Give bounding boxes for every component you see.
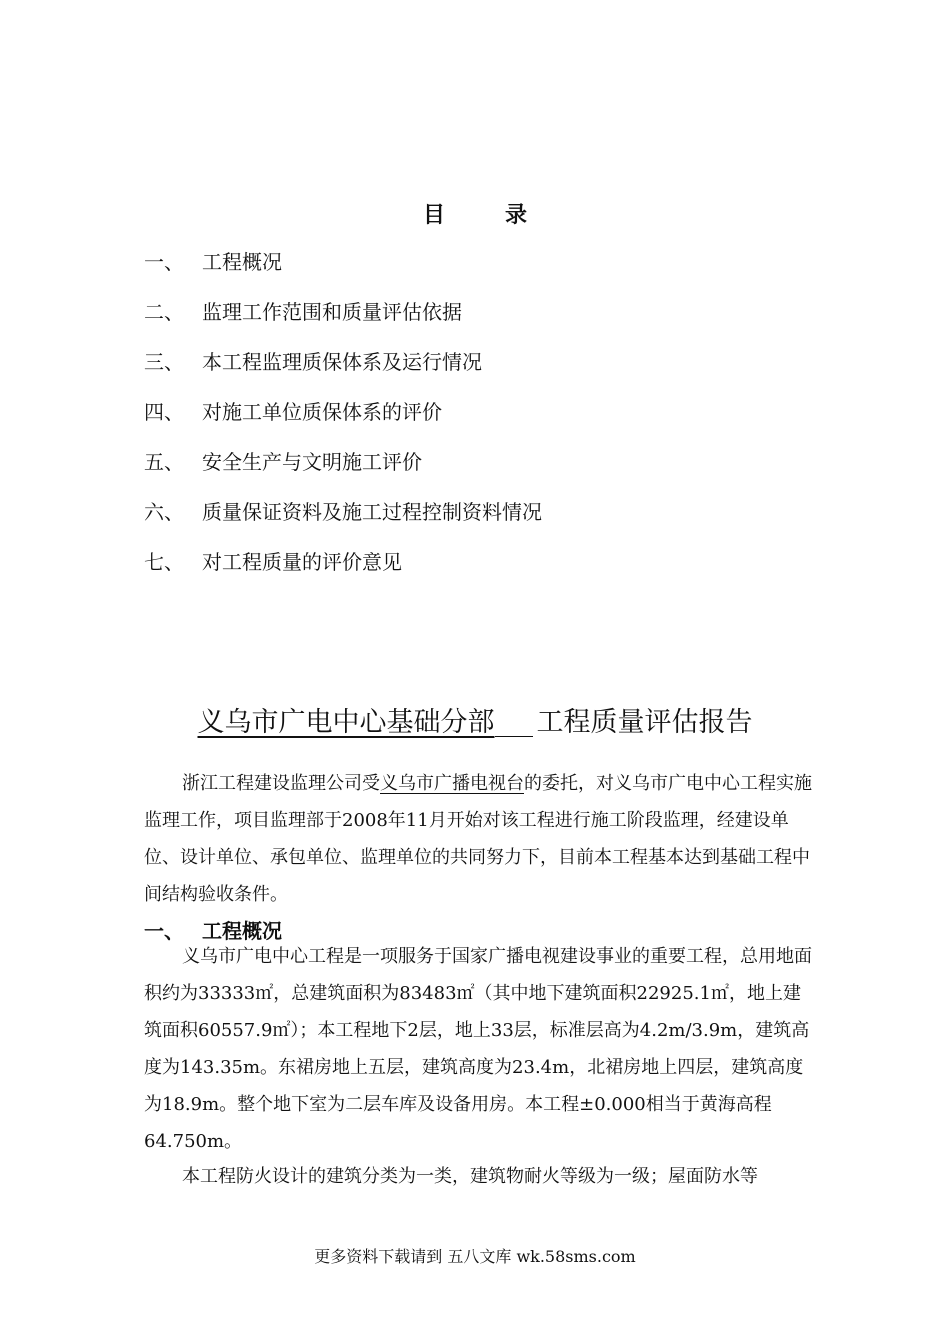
intro-paragraph [144, 765, 816, 913]
overview-paragraph: 义乌市广电中心工程是一项服务于国家广播电视建设事业的重要工程，总用地面积约为33333㎡，总建筑面积为83483㎡（其中地下建筑面积22925.1㎡，地上建筑面积60557.9㎡）；本工程地下2层，地上33层，标准层高为4.2m/3.9m，建筑高度为143.35m。东裙房地上五层，建筑高度为23.4m，北裙房地上四层，建筑高度为18.9m。整个地下室为二层车库及设备用房。本工程±0.000相当于黄海高程64.750m。 [144, 946, 812, 1152]
toc-item-label: 本工程监理质保体系及运行情况 [202, 350, 482, 374]
toc-item [144, 294, 542, 344]
report-title-project: 义乌市广电中心基础分部 [197, 707, 495, 738]
toc-item-label: 安全生产与文明施工评价 [202, 450, 422, 474]
client-name: 义乌市广播电视台 [380, 773, 524, 794]
toc-title [0, 198, 950, 229]
toc-item-number: 三、 [144, 350, 184, 374]
toc-item [144, 244, 542, 294]
intro-text-before: 浙江工程建设监理公司受 [182, 773, 380, 794]
toc-item [144, 494, 542, 544]
toc-item-label: 对工程质量的评价意见 [202, 550, 402, 574]
toc-item [144, 544, 542, 594]
report-title-blank [495, 710, 533, 737]
toc-title-part1: 目 [422, 202, 445, 228]
toc-item [144, 394, 542, 444]
section-number: 一、 [144, 919, 184, 943]
toc-item-label: 监理工作范围和质量评估依据 [202, 300, 462, 324]
toc-item-number: 五、 [144, 450, 184, 474]
toc-list [144, 244, 542, 594]
toc-item-label: 工程概况 [202, 250, 282, 274]
section-title: 工程概况 [202, 919, 282, 943]
toc-item-number: 四、 [144, 400, 184, 424]
toc-item-number: 七、 [144, 550, 184, 574]
toc-item [144, 344, 542, 394]
report-title [0, 700, 950, 739]
toc-item-number: 二、 [144, 300, 184, 324]
report-title-rest: 工程质量评估报告 [536, 707, 753, 738]
toc-item-number: 一、 [144, 250, 184, 274]
toc-item [144, 444, 542, 494]
intro-text-after: 的委托，对义乌市广电中心工程实施监理工作，项目监理部于2008年11月开始对该工程进行施工阶段监理，经建设单位、设计单位、承包单位、监理单位的共同努力下，目前本工程基本达到基础工程中间结构验收条件。 [144, 773, 812, 905]
fire-paragraph: 本工程防火设计的建筑分类为一类，建筑物耐火等级为一级；屋面防水等 [182, 1166, 758, 1187]
footer-watermark: 更多资料下载请到 五八文库 wk.58sms.com [314, 1247, 636, 1266]
toc-item-number: 六、 [144, 500, 184, 524]
toc-title-part2: 录 [505, 202, 528, 228]
toc-item-label: 对施工单位质保体系的评价 [202, 400, 442, 424]
toc-item-label: 质量保证资料及施工过程控制资料情况 [202, 500, 542, 524]
